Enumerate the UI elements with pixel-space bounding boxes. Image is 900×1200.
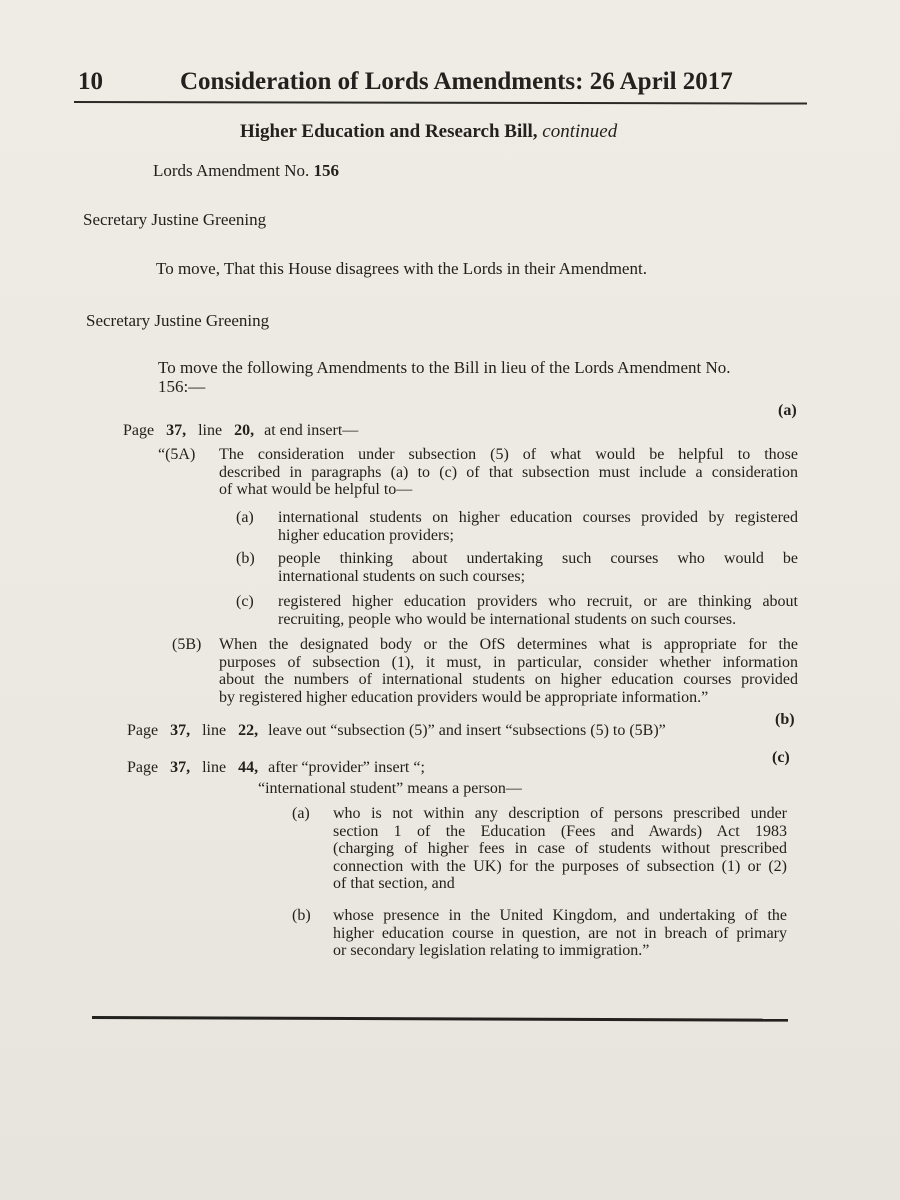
- text-line: of that section, and: [333, 875, 455, 892]
- amendment-c-ref: [127, 759, 425, 777]
- line-number-ref: 44,: [238, 759, 259, 776]
- page-number-ref: 37,: [170, 722, 191, 739]
- definition-text: “international student” means a person—: [258, 780, 522, 797]
- line-number-ref: 22,: [238, 722, 259, 739]
- page-word: Page: [123, 422, 155, 439]
- page-number-ref: 37,: [170, 759, 191, 776]
- line-number-ref: 20,: [234, 422, 255, 439]
- page-number-ref: 37,: [166, 422, 187, 439]
- text-line: of what would be helpful to—: [219, 481, 413, 498]
- text-line: described in paragraphs (a) to (c) of that subsection must include a consideration: [219, 463, 798, 481]
- text-line: about the numbers of international students on higher education courses provided: [219, 671, 798, 688]
- page-word: Page: [127, 759, 159, 776]
- text-line: or secondary legislation relating to immigration.”: [333, 942, 650, 959]
- page-number: 10: [78, 68, 103, 95]
- amendment-number: 156: [313, 161, 340, 180]
- text-line: purposes of subsection (1), it must, in particular, consider whether information: [219, 653, 798, 671]
- text-line: who is not within any description of persons prescribed under: [333, 805, 787, 822]
- amendment-a-ref: [123, 422, 358, 440]
- text-line: recruiting, people who would be international students on such courses.: [278, 610, 737, 628]
- page-title: Consideration of Lords Amendments: 26 April 2017: [180, 68, 733, 95]
- line-word: line: [202, 722, 227, 739]
- item-text: [278, 593, 798, 628]
- text-line: (charging of higher fees in case of students without prescribed: [333, 840, 787, 857]
- instruction-text: at end insert—: [264, 422, 359, 439]
- amendment-prefix: Lords Amendment No.: [153, 161, 310, 180]
- bill-continued: continued: [542, 121, 618, 142]
- text-line: international students on such courses;: [278, 567, 526, 585]
- item-letter: (a): [292, 805, 310, 822]
- line-word: line: [198, 422, 223, 439]
- item-letter: (c): [236, 593, 254, 610]
- item-letter: (a): [236, 509, 254, 526]
- subsection-5B-number: (5B): [172, 636, 202, 653]
- instruction-text: after “provider” insert “;: [268, 759, 425, 776]
- item-text: [333, 907, 787, 960]
- text-line: connection with the UK) for the purposes of subsection (1) or (2): [333, 857, 787, 875]
- text-line: The consideration under subsection (5) of what would be helpful to those: [219, 446, 798, 463]
- motion2-text-line2: 156:—: [158, 377, 206, 396]
- amendment-label-c: (c): [772, 749, 790, 766]
- text-line: whose presence in the United Kingdom, and undertaking of the: [333, 907, 787, 924]
- amendment-heading: [153, 162, 339, 180]
- text-line: section 1 of the Education (Fees and Awards) Act 1983: [333, 822, 787, 840]
- motion1-text: To move, That this House disagrees with the Lords in their Amendment.: [156, 259, 647, 278]
- subsection-5B-text: [219, 636, 798, 706]
- page-word: Page: [127, 722, 159, 739]
- motion2-mover: Secretary Justine Greening: [86, 311, 270, 330]
- item-letter: (b): [292, 907, 311, 924]
- text-line: international students on higher education courses provided by registered: [278, 509, 798, 526]
- amendment-label-b: (b): [775, 711, 795, 728]
- item-letter: (b): [236, 550, 255, 567]
- text-line: higher education course in question, are not in breach of primary: [333, 924, 787, 942]
- text-line: registered higher education providers who recruit, or are thinking about: [278, 593, 798, 610]
- subsection-5A-number: “(5A): [158, 446, 196, 463]
- item-text: [278, 550, 798, 585]
- bill-name: Higher Education and Research Bill,: [240, 121, 538, 142]
- motion2-text-line1: To move the following Amendments to the Bill in lieu of the Lords Amendment No.: [158, 358, 731, 377]
- text-line: by registered higher education providers would be appropriate information.”: [219, 688, 709, 706]
- item-text: [333, 805, 787, 893]
- footer-rule: [92, 1016, 788, 1022]
- bill-title: [240, 121, 617, 143]
- text-line: people thinking about undertaking such courses who would be: [278, 550, 798, 567]
- text-line: When the designated body or the OfS determines what is appropriate for the: [219, 636, 798, 653]
- instruction-text: leave out “subsection (5)” and insert “subsections (5) to (5B)”: [268, 722, 666, 739]
- item-text: [278, 509, 798, 544]
- header-rule: [74, 101, 807, 105]
- line-word: line: [202, 759, 227, 776]
- amendment-label-a: (a): [778, 402, 797, 419]
- amendment-b-ref: [127, 722, 666, 740]
- subsection-5A-text: [219, 446, 798, 499]
- text-line: higher education providers;: [278, 526, 454, 544]
- motion1-mover: Secretary Justine Greening: [83, 210, 267, 229]
